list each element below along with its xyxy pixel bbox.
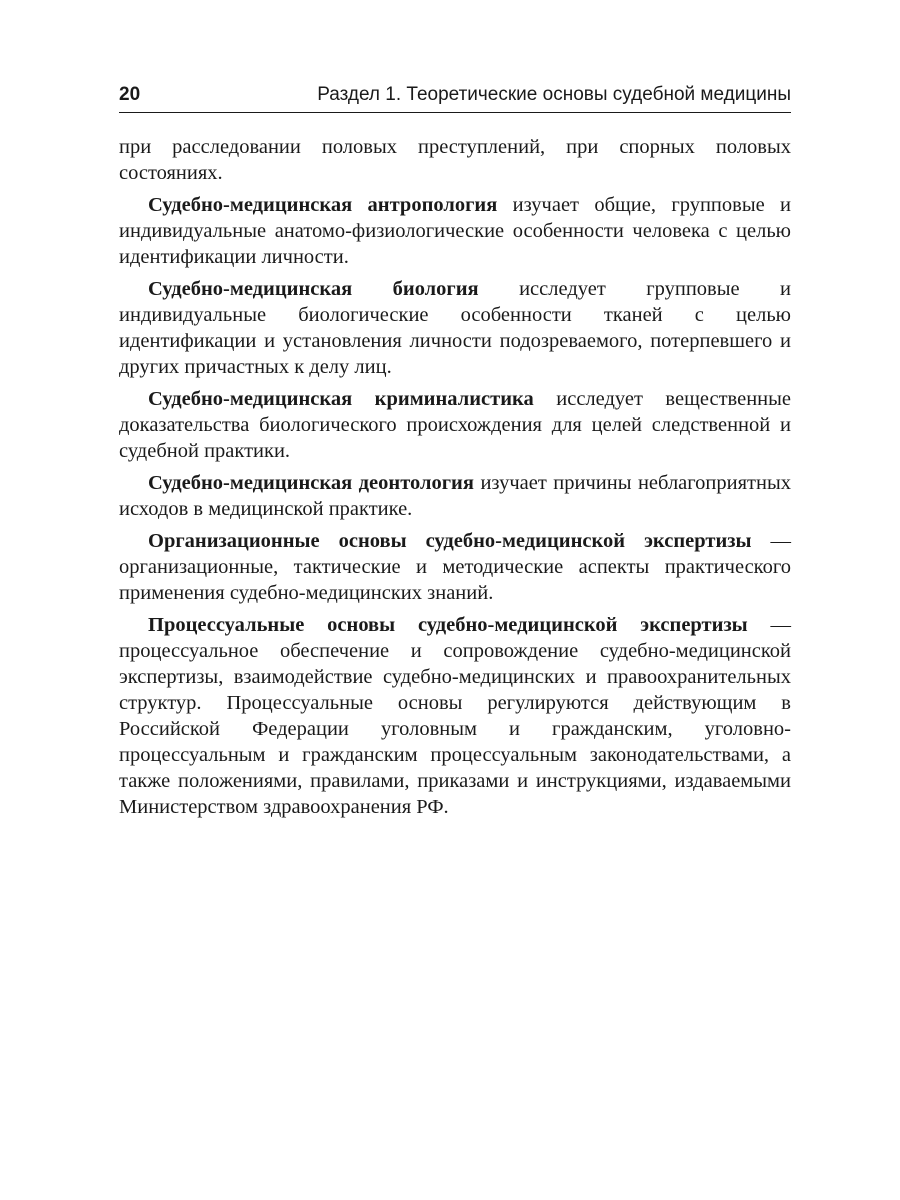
- paragraph-organizational-basics: [119, 528, 791, 606]
- paragraph-text: исследует групповые и индивидуальные биологические особенности тканей с целью идентификации и установления личности подозреваемого, потерпевшего и других причастных к делу лиц.: [119, 278, 792, 378]
- paragraph-text: при расследовании половых преступлений, при спорных половых состояниях.: [119, 136, 791, 184]
- paragraph-text: исследует вещественные доказательства биологического происхождения для целей следственной и судебной практики.: [119, 388, 792, 462]
- page-header: [119, 80, 791, 110]
- term-deontology: Судебно-медицинская деонтология: [148, 472, 474, 494]
- term-procedural-basics: Процессуальные основы судебно-медицинской экспертизы: [148, 614, 748, 636]
- body-text: [119, 134, 791, 826]
- paragraph-text: изучает причины неблагоприятных исходов в медицинской практике.: [119, 472, 791, 520]
- paragraph-criminalistics: [119, 386, 791, 464]
- paragraph-text: изучает общие, групповые и индивидуальные анатомо-физиологические особенности человека с целью идентификации личности.: [119, 194, 791, 268]
- term-organizational-basics: Организационные основы судебно-медицинской экспертизы: [148, 530, 752, 552]
- term-anthropology: Судебно-медицинская антропология: [148, 194, 498, 216]
- paragraph-procedural-basics: [119, 612, 791, 820]
- running-head: Раздел 1. Теоретические основы судебной медицины: [317, 84, 791, 105]
- paragraph-deontology: [119, 470, 791, 522]
- term-criminalistics: Судебно-медицинская криминалистика: [148, 388, 534, 410]
- paragraph-text: — организационные, тактические и методические аспекты практического применения судебно-медицинских знаний.: [119, 530, 791, 604]
- paragraph-anthropology: [119, 192, 791, 270]
- paragraph-biology: [119, 276, 791, 380]
- paragraph-continuation: [119, 134, 791, 186]
- page-number: 20: [119, 84, 141, 105]
- header-rule: [119, 112, 791, 113]
- term-biology: Судебно-медицинская биология: [148, 278, 479, 300]
- paragraph-text: — процессуальное обеспечение и сопровождение судебно-медицинской экспертизы, взаимодействие судебно-медицинских и правоохранительных структур. Процессуальные основы регулируются действующим в Российской Федерации уголовным и гражданским, уголовно-процессуальным и гражданским процессуальным законодательствами, а также положениями, правилами, приказами и инструкциями, издаваемыми Министерством здравоохранения РФ.: [119, 614, 791, 818]
